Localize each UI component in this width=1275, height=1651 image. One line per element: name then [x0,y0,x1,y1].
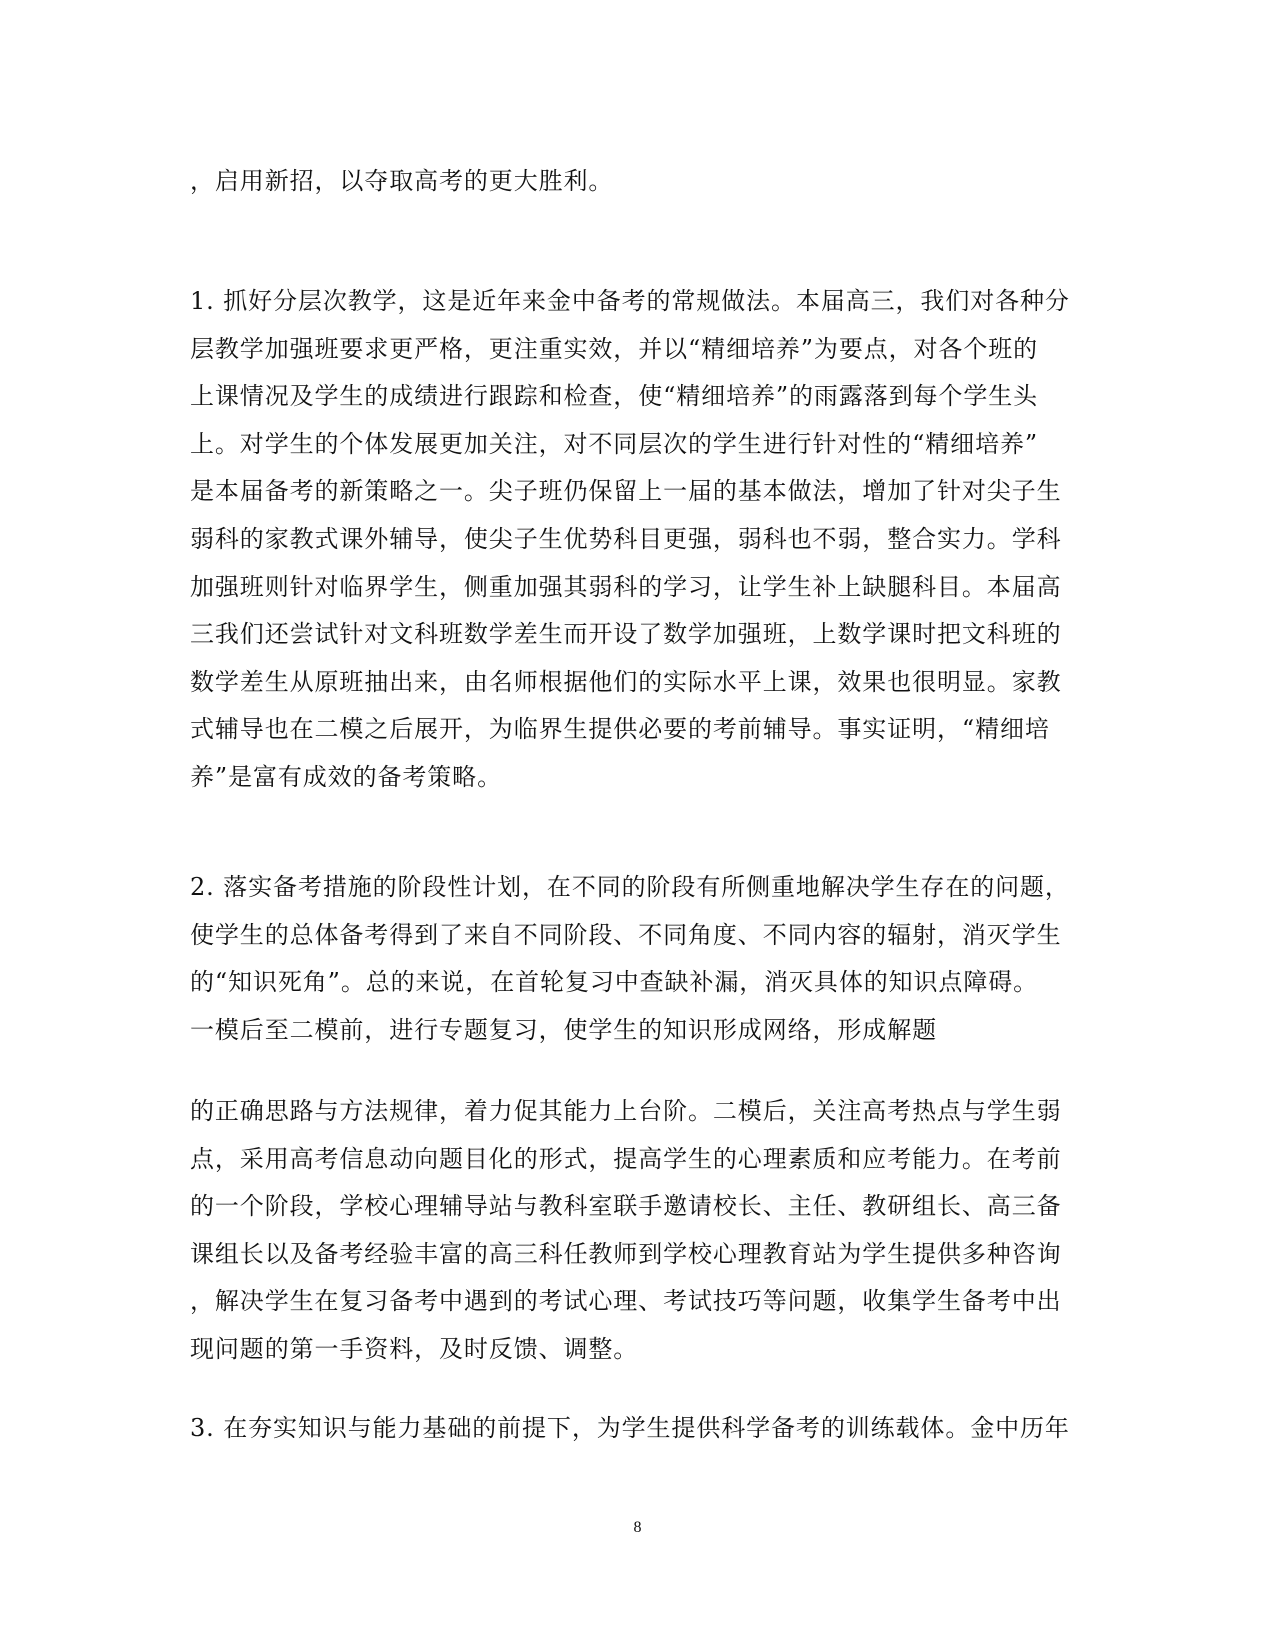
text-line: 层教学加强班要求更严格，更注重实效，并以“精细培养”为要点，对各个班的 [190,334,1039,363]
text-line: 弱科的家教式课外辅导，使尖子生优势科目更强，弱科也不弱，整合实力。学科 [190,524,1062,553]
text-line: 养”是富有成效的备考策略。 [190,762,502,791]
text-line: 的“知识死角”。总的来说，在首轮复习中查缺补漏，消灭具体的知识点障碍。 [190,968,1039,997]
text-line: 现问题的第一手资料，及时反馈、调整。 [190,1334,639,1363]
text-line: 使学生的总体备考得到了来自不同阶段、不同角度、不同内容的辐射，消灭学生 [190,920,1062,949]
text-line: 的一个阶段，学校心理辅导站与教科室联手邀请校长、主任、教研组长、高三备 [190,1192,1062,1221]
text-line: 加强班则针对临界学生，侧重加强其弱科的学习，让学生补上缺腿科目。本届高 [190,572,1062,601]
paragraph-intro [190,158,1070,206]
paragraph-item-3 [190,1405,1070,1453]
page-number: 8 [633,1519,642,1536]
paragraph-item-1 [190,278,1070,802]
text-line: 1. 抓好分层次教学，这是近年来金中备考的常规做法。本届高三，我们对各种分 [190,287,1070,315]
paragraph-item-2-continued [190,1088,1070,1374]
text-line: 课组长以及备考经验丰富的高三科任教师到学校心理教育站为学生提供多种咨询 [190,1239,1062,1268]
paragraph-item-2 [190,864,1070,1054]
text-line: 是本届备考的新策略之一。尖子班仍保留上一届的基本做法，增加了针对尖子生 [190,477,1062,506]
text-line: ，启用新招，以夺取高考的更大胜利。 [190,167,614,195]
text-line: 一模后至二模前，进行专题复习，使学生的知识形成网络，形成解题 [190,1015,937,1044]
text-line: 的正确思路与方法规律，着力促其能力上台阶。二模后，关注高考热点与学生弱 [190,1097,1062,1125]
text-line: 三我们还尝试针对文科班数学差生而开设了数学加强班，上数学课时把文科班的 [190,620,1062,649]
text-line: 数学差生从原班抽出来，由名师根据他们的实际水平上课，效果也很明显。家教 [190,667,1062,696]
text-line: 式辅导也在二模之后展开，为临界生提供必要的考前辅导。事实证明，“精细培 [190,715,1050,744]
text-line: ，解决学生在复习备考中遇到的考试心理、考试技巧等问题，收集学生备考中出 [190,1287,1062,1316]
text-line: 上。对学生的个体发展更加关注，对不同层次的学生进行针对性的“精细培养” [190,429,1039,458]
text-line: 2. 落实备考措施的阶段性计划，在不同的阶段有所侧重地解决学生存在的问题， [190,873,1070,901]
text-line: 上课情况及学生的成绩进行跟踪和检查，使“精细培养”的雨露落到每个学生头 [190,382,1039,411]
text-line: 3. 在夯实知识与能力基础的前提下，为学生提供科学备考的训练载体。金中历年 [190,1414,1070,1442]
text-line: 点，采用高考信息动向题目化的形式，提高学生的心理素质和应考能力。在考前 [190,1144,1062,1173]
